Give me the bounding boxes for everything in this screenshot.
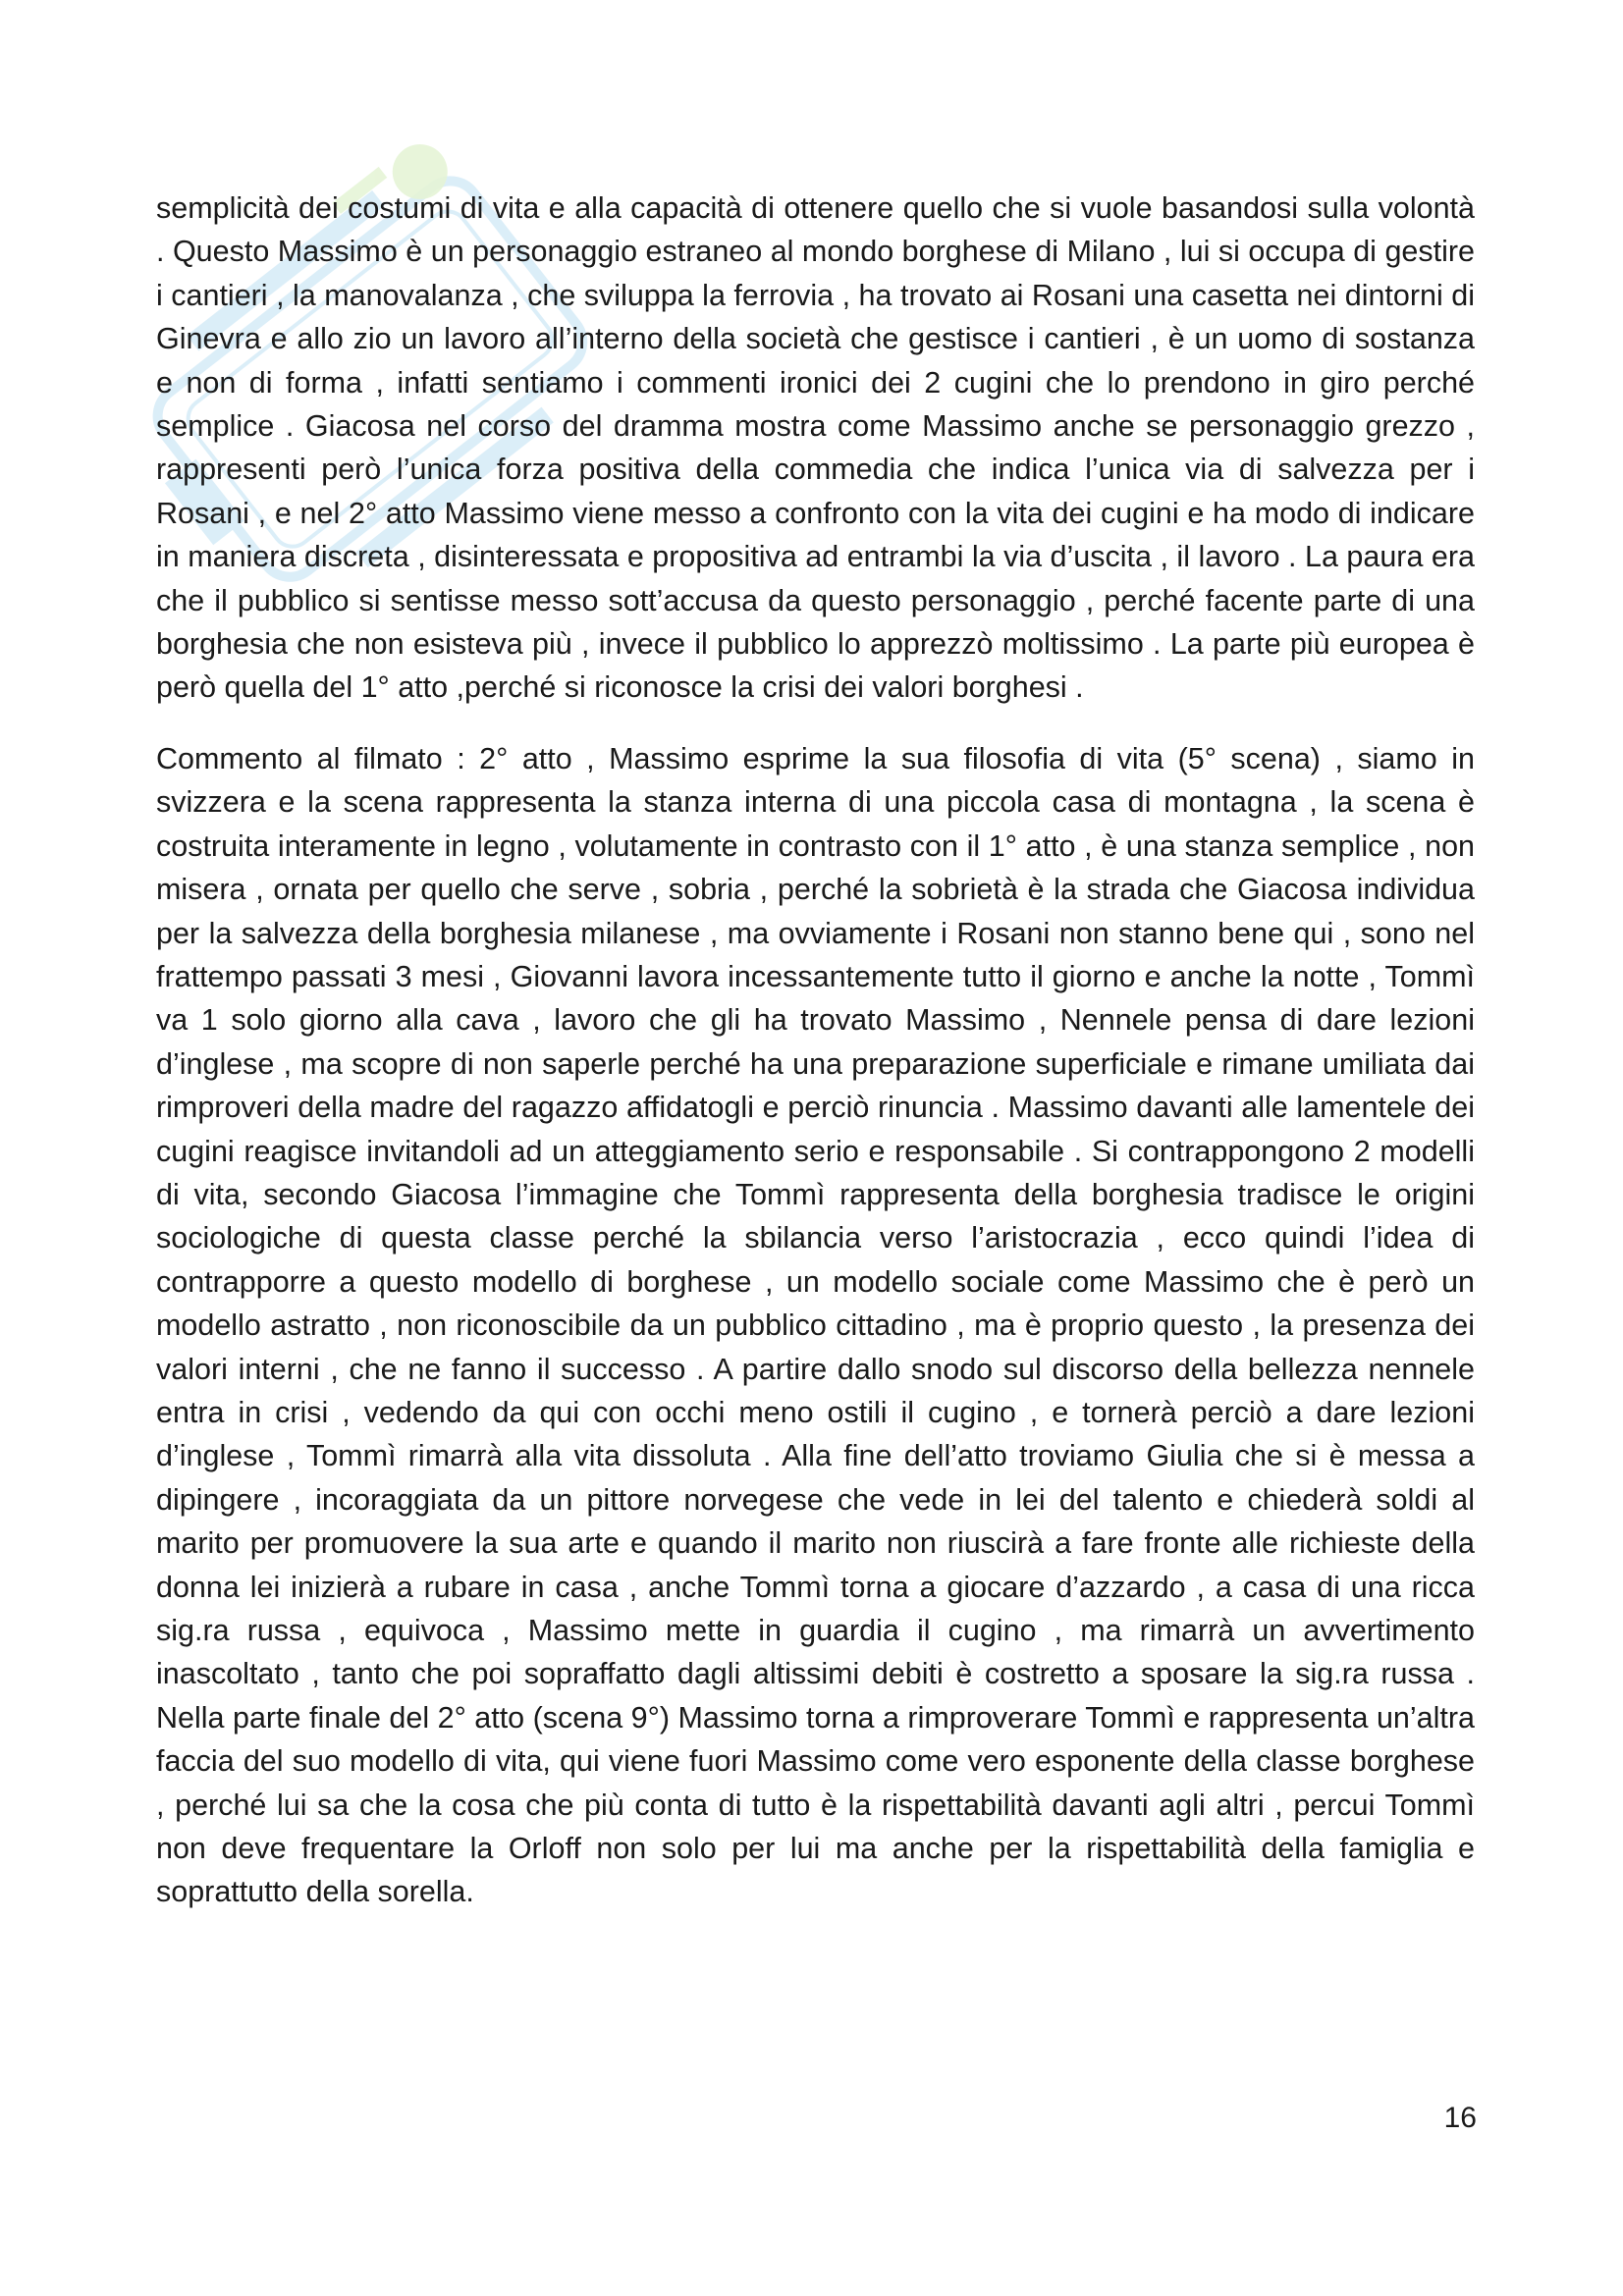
document-body — [156, 187, 1475, 1914]
paragraph: semplicità dei costumi di vita e alla capacità di ottenere quello che si vuole basandosi sulla volontà . Questo Massimo è un personaggio estraneo al mondo borghese di Milano , lui si occupa di gestire i cantieri , la manovalanza , che sviluppa la ferrovia , ha trovato ai Rosani una casetta nei dintorni di Ginevra e allo zio un lavoro all’interno della società che gestisce i cantieri , è un uomo di sostanza e non di forma , infatti sentiamo i commenti ironici dei 2 cugini che lo prendono in giro perché semplice . Giacosa nel corso del dramma mostra come Massimo anche se personaggio grezzo , rappresenti però l’unica forza positiva della commedia che indica l’unica via di salvezza per i Rosani , e nel 2° atto Massimo viene messo a confronto con la vita dei cugini e ha modo di indicare in maniera discreta , disinteressata e propositiva ad entrambi la via d’uscita , il lavoro . La paura era che il pubblico si sentisse messo sott’accusa da questo personaggio , perché facente parte di una borghesia che non esisteva più , invece il pubblico lo apprezzò moltissimo . La parte più europea è però quella del 1° atto ,perché si riconosce la crisi dei valori borghesi . — [156, 191, 1475, 705]
paragraph: Commento al filmato : 2° atto , Massimo esprime la sua filosofia di vita (5° scena) , siamo in svizzera e la scena rappresenta la stanza interna di una piccola casa di montagna , la scena è costruita interamente in legno , volutamente in contrasto con il 1° atto , è una stanza semplice , non misera , ornata per quello che serve , sobria , perché la sobrietà è la strada che Giacosa individua per la salvezza della borghesia milanese , ma ovviamente i Rosani non stanno bene qui , sono nel frattempo passati 3 mesi , Giovanni lavora incessantemente tutto il giorno e anche la notte , Tommì va 1 solo giorno alla cava , lavoro che gli ha trovato Massimo , Nennele pensa di dare lezioni d’inglese , ma scopre di non saperle perché ha una preparazione superficiale e rimane umiliata dai rimproveri della madre del ragazzo affidatogli e perciò rinuncia . Massimo davanti alle lamentele dei cugini reagisce invitandoli ad un atteggiamento serio e responsabile . Si contrappongono 2 modelli di vita, secondo Giacosa l’immagine che Tommì rappresenta della borghesia tradisce le origini sociologiche di questa classe perché la sbilancia verso l’aristocrazia , ecco quindi l’idea di contrapporre a questo modello di borghese , un modello sociale come Massimo che è però un modello astratto , non riconoscibile da un pubblico cittadino , ma è proprio questo , la presenza dei valori interni , che ne fanno il successo . A partire dallo snodo sul discorso della bellezza nennele entra in crisi , vedendo da qui con occhi meno ostili il cugino , e tornerà perciò a dare lezioni d’inglese , Tommì rimarrà alla vita dissoluta . Alla fine dell’atto troviamo Giulia che si è messa a dipingere , incoraggiata da un pittore norvegese che vede in lei del talento e chiederà soldi al marito per promuovere la sua arte e quando il marito non riuscirà a fare fronte alle richieste della donna lei inizierà a rubare in casa , anche Tommì torna a giocare d’azzardo , a casa di una ricca sig.ra russa , equivoca , Massimo mette in guardia il cugino , ma rimarrà un avvertimento inascoltato , tanto che poi sopraffatto dagli altissimi debiti è costretto a sposare la sig.ra russa . Nella parte finale del 2° atto (scena 9°) Massimo torna a rimproverare Tommì e rappresenta un’altra faccia del suo modello di vita, qui viene fuori Massimo come vero esponente della classe borghese , perché lui sa che la cosa che più conta di tutto è la rispettabilità davanti agli altri , percui Tommì non deve frequentare la Orloff non solo per lui ma anche per la rispettabilità della famiglia e soprattutto della sorella. — [156, 741, 1475, 1909]
page-number: 16 — [1443, 2102, 1477, 2134]
